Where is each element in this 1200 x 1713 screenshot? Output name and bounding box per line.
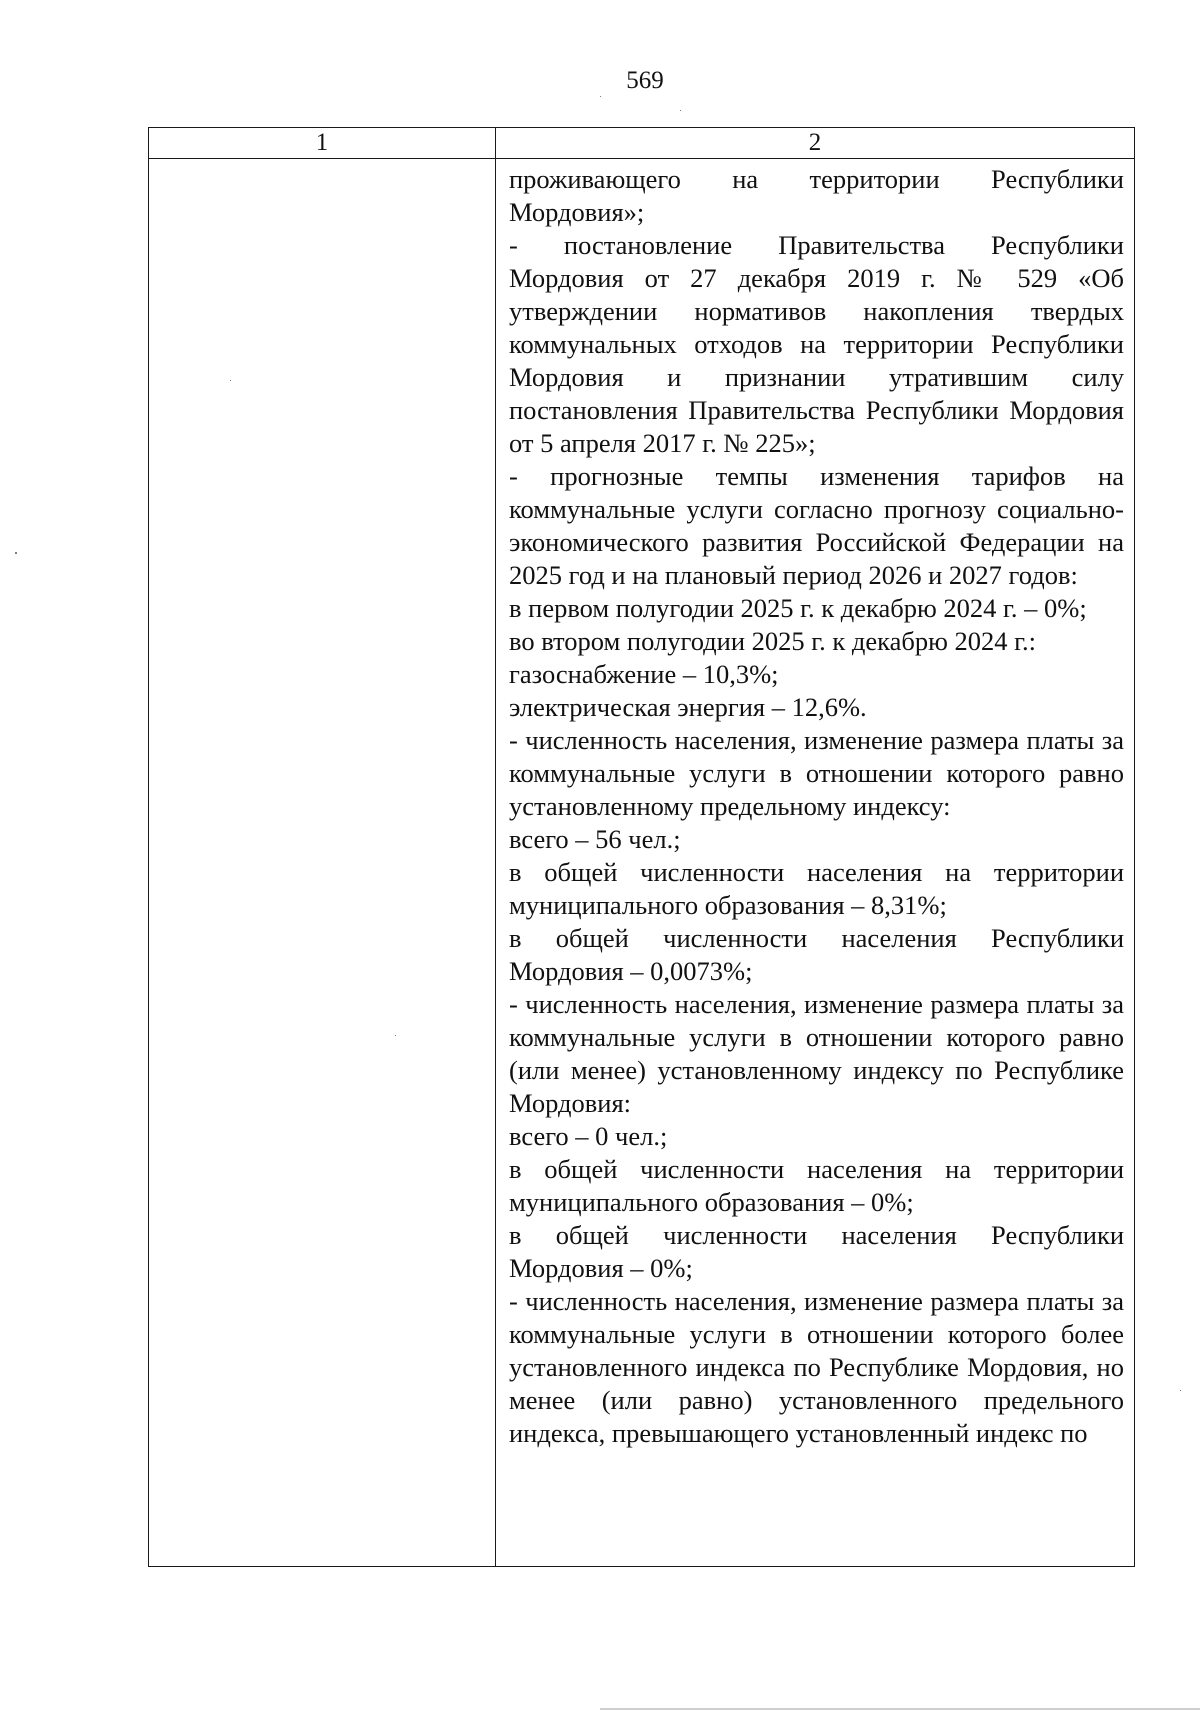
paragraph: в общей численности населения Республики Мордовия – 0,0073%;: [509, 923, 1124, 986]
paragraph: всего – 56 чел.;: [509, 824, 681, 854]
column-2-cell: [496, 159, 1135, 1567]
scan-speck: [395, 1035, 396, 1036]
paragraph: проживающего на территории Республики Мордовия»;: [509, 164, 1124, 227]
paragraph: - численность населения, изменение размера платы за коммунальные услуги в отношении которого равно (или менее) установленному индексу по Республике Мордовия:: [509, 989, 1124, 1118]
paragraph: в общей численности населения Республики Мордовия – 0%;: [509, 1220, 1124, 1283]
column-header-1: 1: [149, 128, 496, 159]
paragraph: - численность населения, изменение размера платы за коммунальные услуги в отношении которого более установленного индекса по Республике Мордовия, но менее (или равно) установленного предельного индекса, превышающего установленный индекс по: [509, 1286, 1124, 1448]
paragraph: газоснабжение – 10,3%;: [509, 659, 779, 689]
scan-speck: [680, 110, 681, 111]
paragraph: во втором полугодии 2025 г. к декабрю 2024 г.:: [509, 626, 1037, 656]
paragraph: в общей численности населения на территории муниципального образования – 0%;: [509, 1154, 1124, 1217]
column-header-2: 2: [496, 128, 1135, 159]
page-number: 569: [626, 67, 664, 94]
scan-speck: [15, 552, 17, 554]
paragraph: - постановление Правительства Республики Мордовия от 27 декабря 2019 г. № 529 «Об утверждении нормативов накопления твердых коммунальных отходов на территории Республики Мордовия и признании утратившим силу постановления Правительства Республики Мордовия от 5 апреля 2017 г. № 225»;: [509, 230, 1124, 458]
paragraph: - прогнозные темпы изменения тарифов на коммунальные услуги согласно прогнозу социально-экономического развития Российской Федерации на 2025 год и на плановый период 2026 и 2027 годов:: [509, 461, 1124, 590]
scan-edge-line: [600, 1708, 1200, 1710]
paragraph: всего – 0 чел.;: [509, 1121, 668, 1151]
paragraph: в первом полугодии 2025 г. к декабрю 2024 г. – 0%;: [509, 593, 1087, 623]
paragraph: в общей численности населения на территории муниципального образования – 8,31%;: [509, 857, 1124, 920]
scan-speck: [600, 96, 601, 97]
paragraph: электрическая энергия – 12,6%.: [509, 692, 867, 722]
column-1-cell: [149, 159, 496, 1567]
scan-speck: [1180, 1390, 1181, 1391]
document-table: [148, 127, 1135, 1567]
scan-speck: [230, 380, 231, 381]
table-header-row: [149, 128, 1135, 159]
table-content-row: [149, 159, 1135, 1567]
paragraph: - численность населения, изменение размера платы за коммунальные услуги в отношении которого равно установленному предельному индексу:: [509, 725, 1124, 821]
